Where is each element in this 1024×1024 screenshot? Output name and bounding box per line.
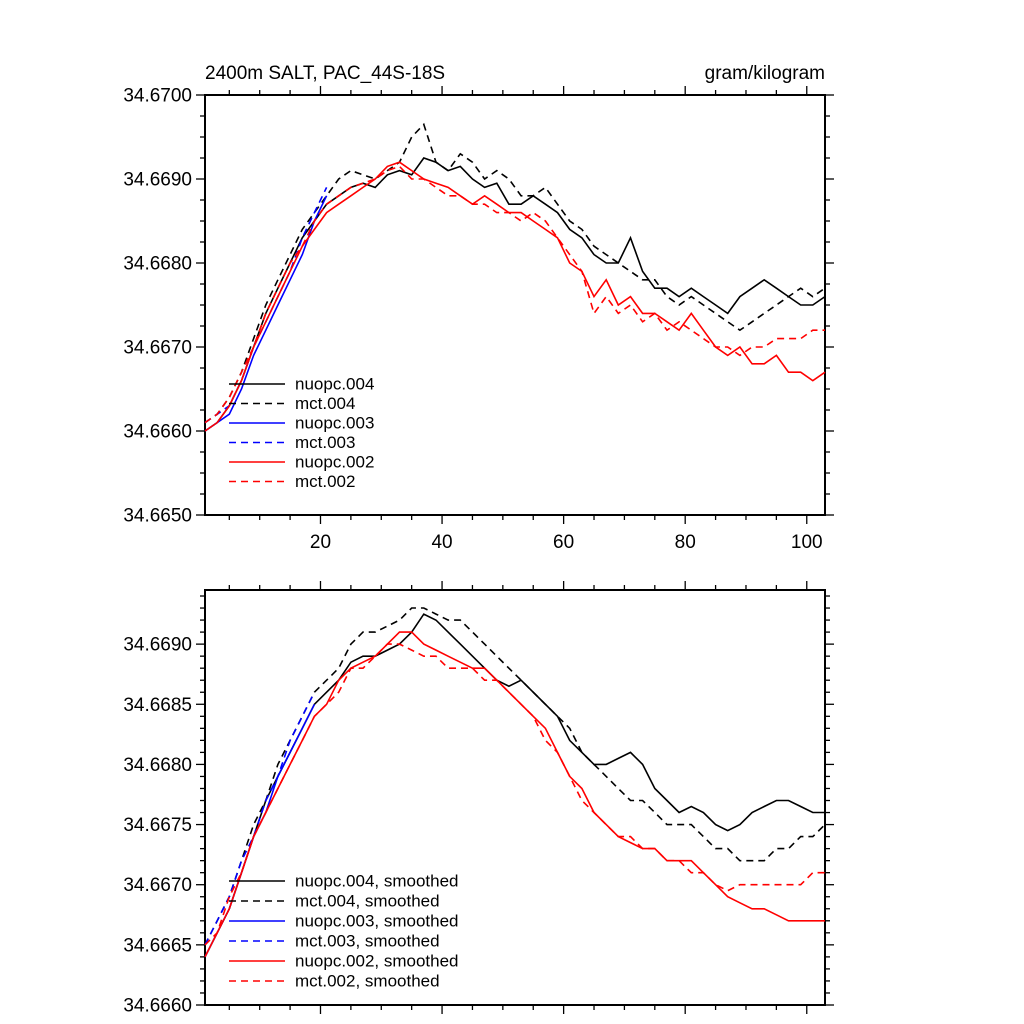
x-tick-label: 20 (309, 532, 332, 553)
legend-item (229, 433, 355, 452)
y-tick-label: 34.6670 (123, 337, 192, 359)
x-tick-label: 100 (790, 532, 823, 553)
x-tick-label: 60 (553, 532, 575, 553)
legend-label: nuopc.004, smoothed (295, 871, 459, 891)
legend-label: mct.003, smoothed (295, 931, 440, 951)
chart-title-right: gram/kilogram (704, 63, 825, 84)
legend-label: mct.003 (295, 433, 356, 452)
y-tick-label: 34.6700 (123, 85, 192, 107)
legend-item (229, 932, 440, 951)
legend-label: mct.004 (295, 394, 356, 413)
chart-title-left: 2400m SALT, PAC_44S-18S (205, 63, 446, 84)
legend-item (229, 414, 374, 433)
legend-label: mct.002, smoothed (295, 971, 440, 991)
legend-item (229, 892, 440, 911)
legend-label: mct.004, smoothed (295, 891, 440, 911)
y-tick-label: 34.6665 (123, 935, 192, 957)
y-tick-label: 34.6680 (123, 754, 192, 776)
legend-label: nuopc.004 (295, 374, 375, 394)
y-tick-label: 34.6670 (123, 875, 192, 897)
legend-item (229, 872, 459, 891)
legend-item (229, 375, 374, 394)
bottom-chart (123, 581, 834, 1017)
top-chart (123, 86, 834, 554)
y-tick-label: 34.6690 (123, 634, 192, 656)
x-tick-label: 40 (431, 532, 453, 553)
legend-item (229, 912, 459, 931)
legend-item (229, 972, 440, 991)
y-tick-label: 34.6680 (123, 253, 192, 275)
x-tick-label: 80 (674, 532, 696, 553)
legend-item (229, 952, 459, 971)
legend-label: nuopc.003, smoothed (295, 911, 459, 931)
legend-item (229, 472, 355, 491)
legend-item (229, 453, 374, 472)
y-tick-label: 34.6660 (123, 421, 192, 443)
y-tick-label: 34.6690 (123, 169, 192, 191)
y-tick-label: 34.6650 (123, 505, 192, 527)
legend-label: nuopc.003 (295, 413, 375, 433)
y-tick-label: 34.6685 (123, 694, 192, 716)
legend-item (229, 394, 355, 413)
y-tick-label: 34.6675 (123, 815, 192, 837)
legend-label: nuopc.002 (295, 452, 375, 472)
legend-label: mct.002 (295, 472, 356, 491)
y-tick-label: 34.6660 (123, 995, 192, 1017)
legend-label: nuopc.002, smoothed (295, 951, 459, 971)
